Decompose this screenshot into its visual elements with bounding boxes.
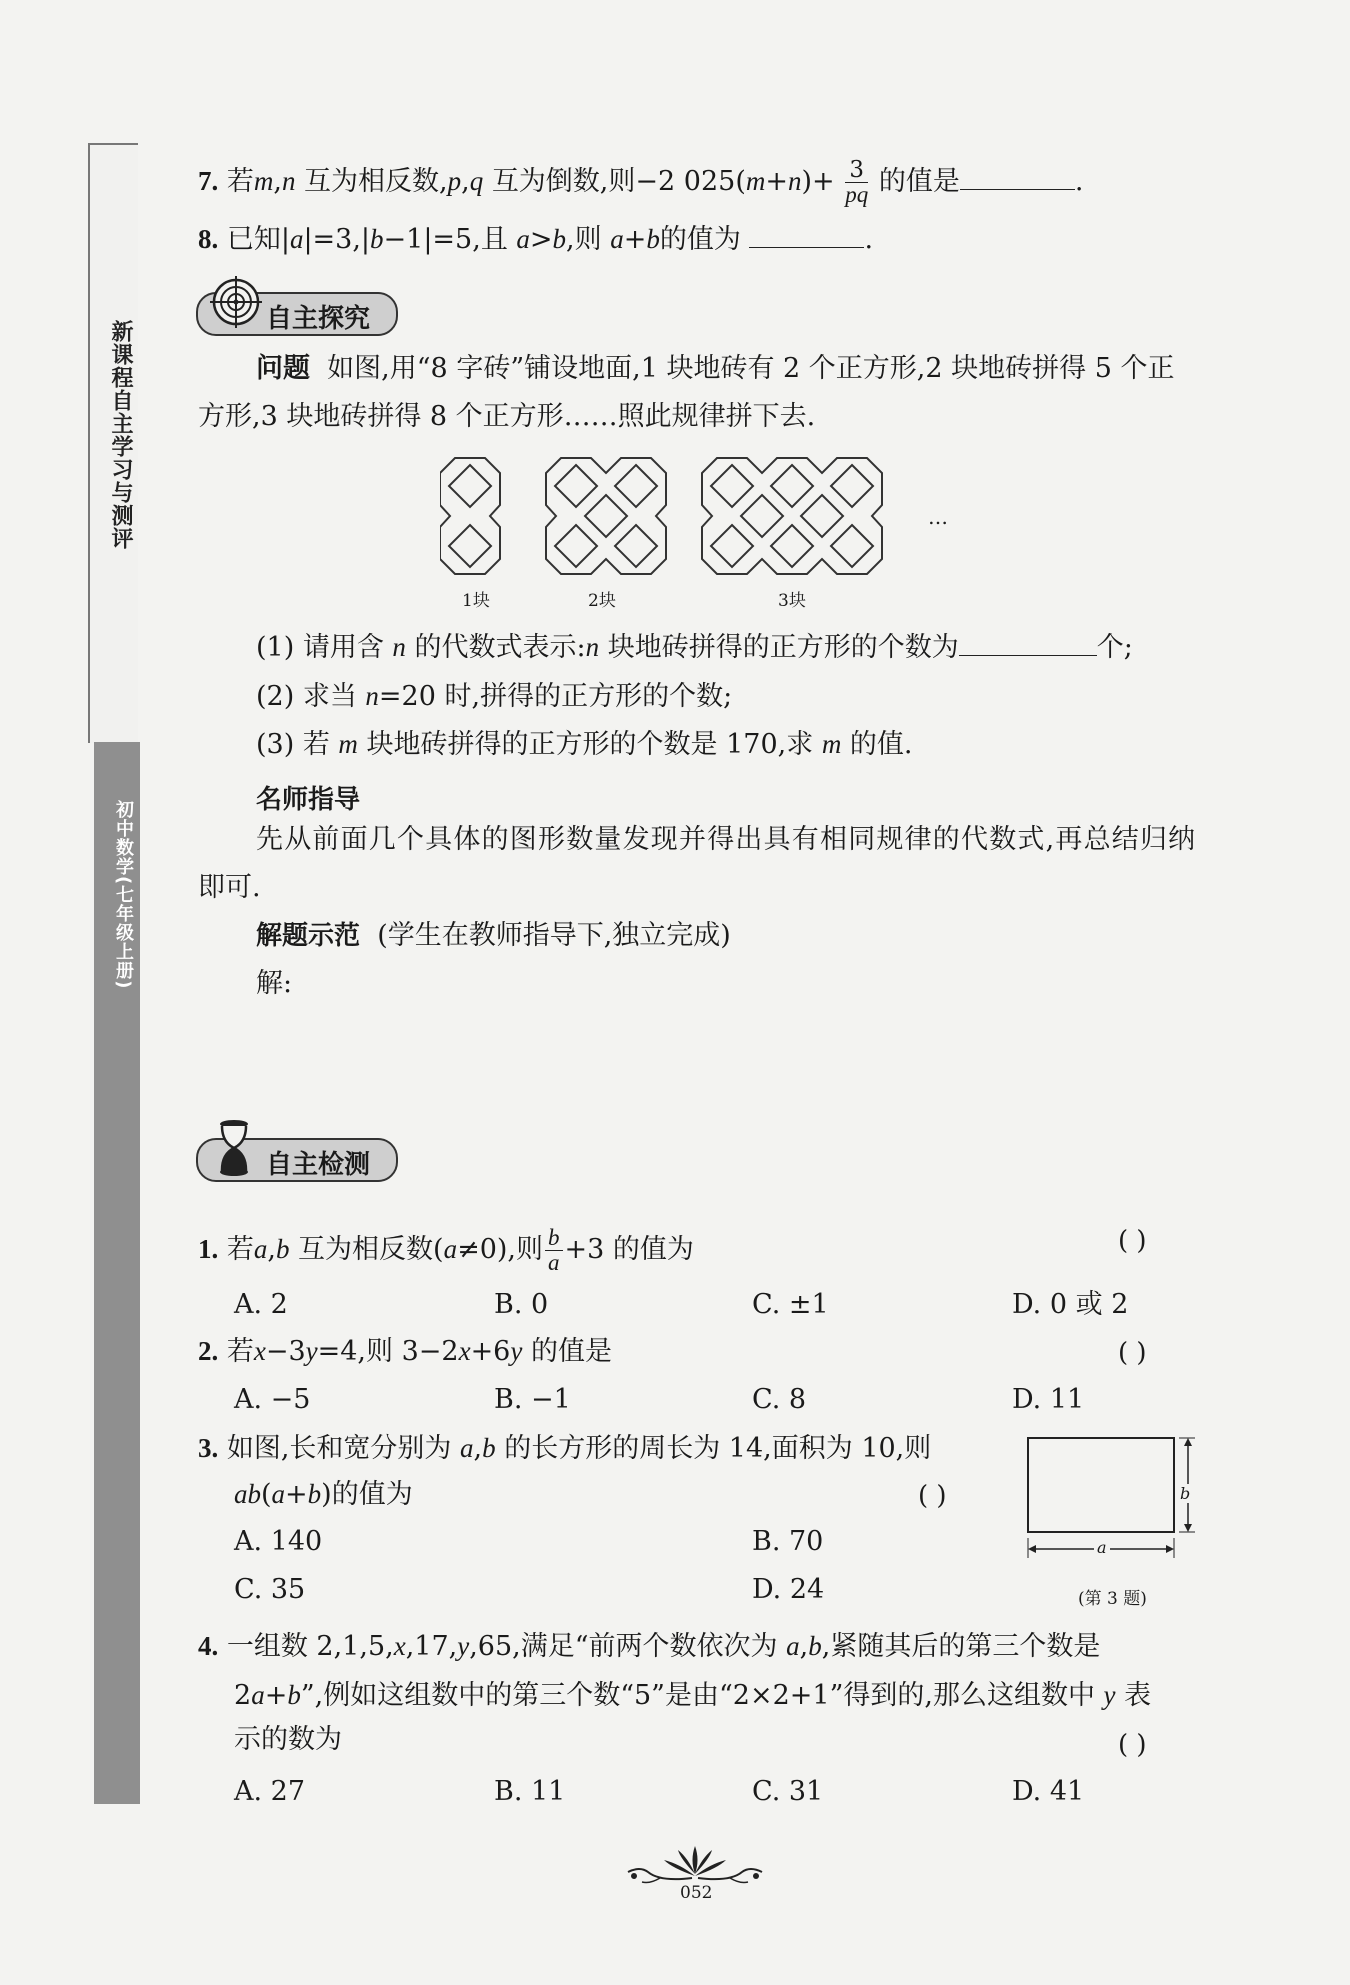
option-4A[interactable]: A. 27 [234, 1776, 306, 1807]
answer-paren-3[interactable]: ( ) [918, 1481, 947, 1511]
option-3B[interactable]: B. 70 [752, 1526, 824, 1557]
guide-title: 名师指导 [256, 785, 361, 815]
tile-group-3 [702, 458, 882, 574]
test-question-1: 1. 若a,b 互为相反数(a≠0),则 $\frac{b}{a}$ +3 的值为 [198, 1225, 694, 1276]
answer-blank[interactable] [960, 189, 1075, 190]
option-4D[interactable]: D. 41 [1012, 1776, 1085, 1807]
fraction-3-over-pq: $\frac{3}{pq}$ [845, 157, 869, 208]
answer-paren-2[interactable]: ( ) [1118, 1338, 1147, 1368]
rectangle-figure [1020, 1432, 1200, 1562]
problem-line-1: 问题 如图,用“8 字砖”铺设地面,1 块地砖有 2 个正方形,2 块地砖拼得 5 个正 [256, 353, 1175, 384]
hourglass-icon [214, 1118, 254, 1178]
figure-caption-q3: (第 3 题) [1078, 1589, 1147, 1609]
option-2D[interactable]: D. 11 [1012, 1384, 1085, 1415]
tile-group-2 [546, 458, 666, 574]
option-4C[interactable]: C. 31 [752, 1776, 824, 1807]
figure-caption-3: 3块 [778, 591, 806, 611]
figure-ellipsis: … [928, 505, 948, 529]
option-4B[interactable]: B. 11 [494, 1776, 566, 1807]
guide-line-1: 先从前面几个具体的图形数量发现并得出具有相同规律的代数式,再总结归纳 [256, 824, 1197, 855]
figure-caption-2: 2块 [588, 591, 616, 611]
section-title-explore: 自主探究 [266, 304, 371, 334]
option-2C[interactable]: C. 8 [752, 1384, 807, 1415]
option-3D[interactable]: D. 24 [752, 1574, 825, 1605]
test-question-3-line-1: 3. 如图,长和宽分别为 a,b 的长方形的周长为 14,面积为 10,则 [198, 1433, 932, 1464]
option-3A[interactable]: A. 140 [234, 1526, 323, 1557]
subquestion-3: (3) 若 m 块地砖拼得的正方形的个数是 170,求 m 的值. [256, 729, 913, 760]
test-question-4-line-1: 4. 一组数 2,1,5,x,17,y,65,满足“前两个数依次为 a,b,紧随其后的第三个数是 [198, 1631, 1101, 1662]
test-question-2: 2. 若x−3y=4,则 3−2x+6y 的值是 [198, 1336, 612, 1367]
option-2A[interactable]: A. −5 [234, 1384, 311, 1415]
subquestion-1: (1) 请用含 n 的代数式表示:n 块地砖拼得的正方形的个数为 个; [256, 632, 1133, 663]
option-1D[interactable]: D. 0 或 2 [1012, 1289, 1129, 1320]
answer-paren-1[interactable]: ( ) [1118, 1226, 1147, 1256]
target-icon [210, 276, 262, 328]
fraction-b-over-a: $\frac{b}{a}$ [545, 1226, 563, 1275]
rectangle-label-b: b [1180, 1484, 1191, 1503]
floral-ornament-icon [620, 1838, 770, 1888]
guide-line-2: 即可. [198, 872, 261, 903]
option-1B[interactable]: B. 0 [494, 1289, 549, 1320]
test-question-3-line-2: ab(a+b)的值为 [234, 1479, 413, 1510]
tile-pattern-figure [440, 450, 960, 610]
answer-blank[interactable] [749, 247, 864, 248]
question-8: 8. 已知|a|=3,|b−1|=5,且 a>b,则 a+b的值为 . [198, 224, 874, 255]
option-2B[interactable]: B. −1 [494, 1384, 571, 1415]
figure-caption-1: 1块 [462, 591, 490, 611]
page-number: 052 [680, 1883, 713, 1903]
test-question-4-line-3: 示的数为 [234, 1724, 342, 1755]
rectangle-label-a: a [1094, 1538, 1110, 1557]
tile-group-1 [440, 458, 500, 574]
answer-blank[interactable] [959, 655, 1097, 656]
solve-label: 解: [256, 968, 293, 999]
test-question-4-line-2: 2a+b”,例如这组数中的第三个数“5”是由“2×2+1”得到的,那么这组数中 y 表 [234, 1680, 1152, 1711]
subquestion-2: (2) 求当 n=20 时,拼得的正方形的个数; [256, 681, 733, 712]
option-1C[interactable]: C. ±1 [752, 1289, 829, 1320]
question-7: 7. 若m,n 互为相反数,p,q 互为倒数,则−2 025(m+n)+ $\frac{3}{pq}$ 的值是 . [198, 157, 1084, 208]
sidebar-top-text: 新课程自主学习与测评 [108, 320, 133, 550]
problem-line-2: 方形,3 块地砖拼得 8 个正方形……照此规律拼下去. [198, 401, 816, 432]
sidebar-bottom-text: 初中数学(七年级上册) [113, 800, 134, 990]
section-title-test: 自主检测 [266, 1150, 371, 1180]
option-3C[interactable]: C. 35 [234, 1574, 306, 1605]
demo-line: 解题示范 (学生在教师指导下,独立完成) [256, 920, 731, 951]
answer-paren-4[interactable]: ( ) [1118, 1730, 1147, 1760]
option-1A[interactable]: A. 2 [234, 1289, 288, 1320]
